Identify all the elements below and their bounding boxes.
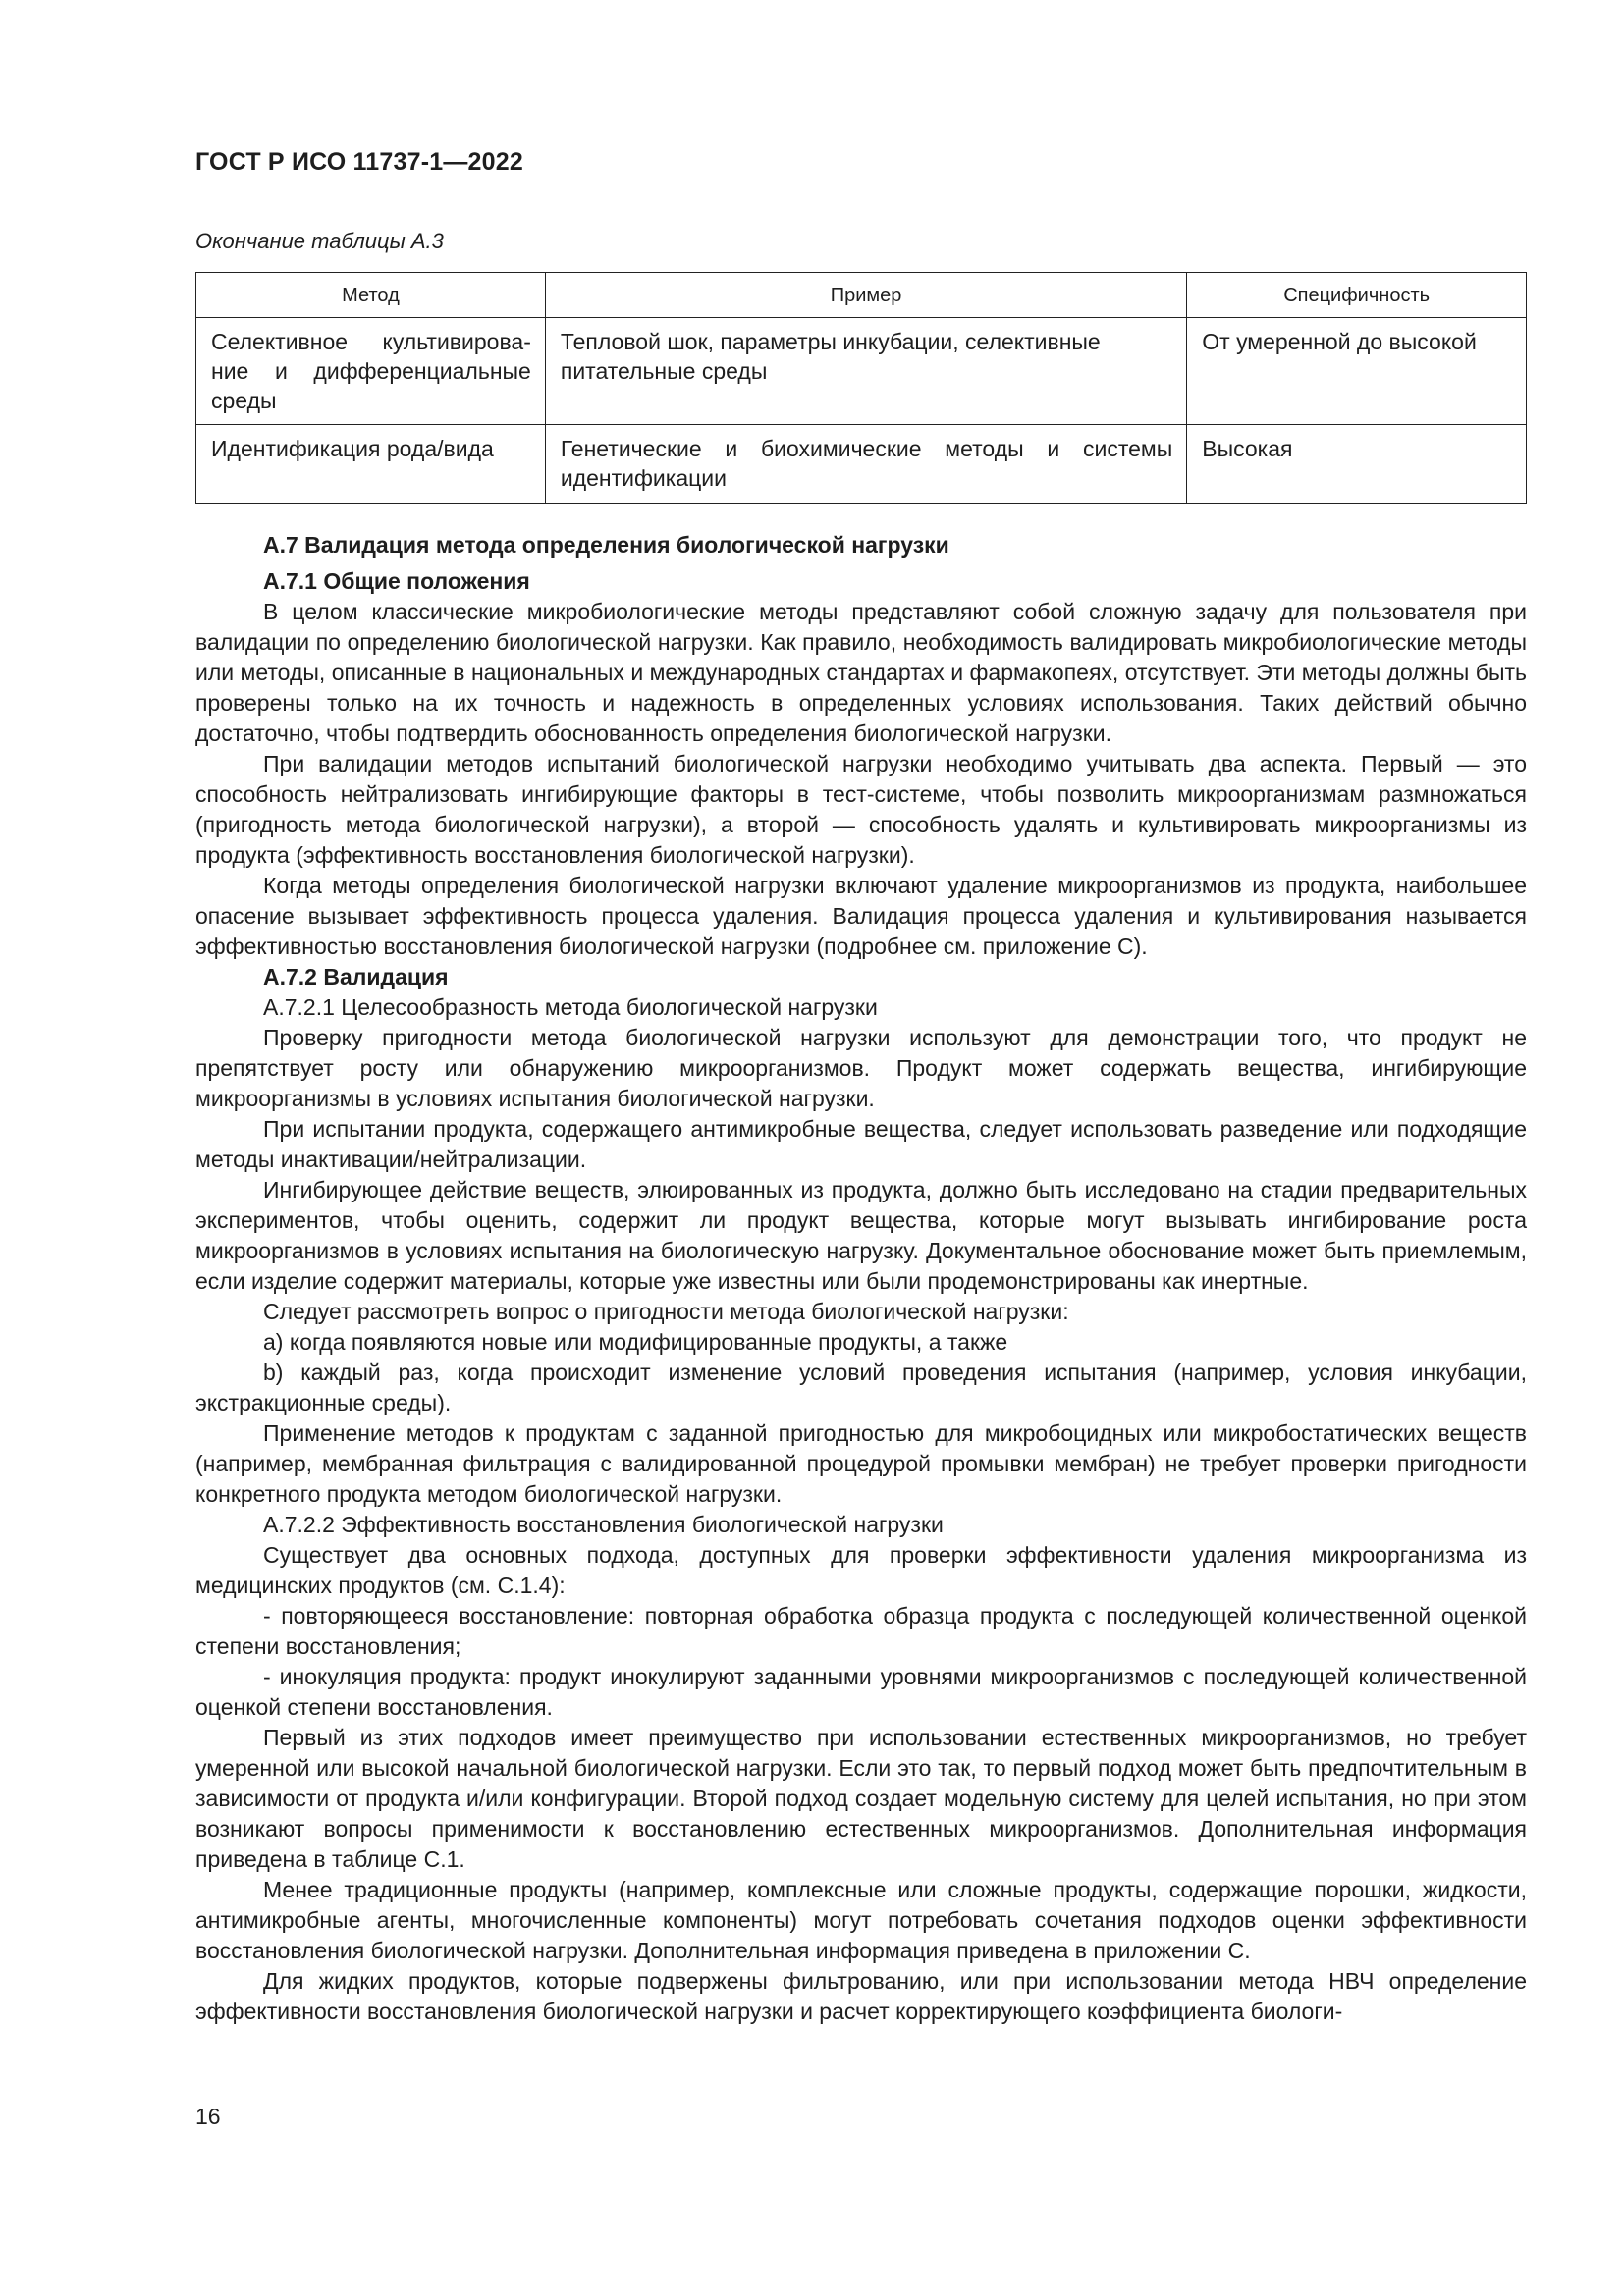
paragraph: Следует рассмотреть вопрос о пригодности метода биологической нагрузки: [263, 1299, 1069, 1324]
table-caption: Окончание таблицы А.3 [195, 229, 444, 253]
table-header-row [196, 273, 1527, 318]
paragraph: Первый из этих подходов имеет преимущество при использовании естественных микроорганизмов, но требует умеренной или высокой начальной биологической нагрузки. Если это так, то первый подход может быть предпочтительным в зависимости от продукта и/или конфигурации. Второй подход создает модельную систему для целей испытания, но при этом возникают вопросы применимости к восстановлению естественных микроорганизмов. Дополнительная информация приведена в таблице С.1. [195, 1725, 1527, 1872]
document-header: ГОСТ Р ИСО 11737-1—2022 [195, 148, 523, 176]
list-item: - повторяющееся восстановление: повторная обработка образца продукта с последующей количественной оценкой степени восстановления; [195, 1603, 1527, 1659]
column-header-specificity: Специфичность [1187, 273, 1527, 318]
paragraph: При испытании продукта, содержащего антимикробные вещества, следует использовать разведение или подходящие методы инактивации/нейтрализации. [195, 1116, 1527, 1172]
table-cell: От умеренной до высокой [1187, 318, 1527, 425]
clause-heading-a7-2-1: А.7.2.1 Целесообразность метода биологической нагрузки [263, 994, 878, 1020]
subsection-heading-a7-1: А.7.1 Общие положения [263, 568, 530, 594]
paragraph: Применение методов к продуктам с заданной пригодностью для микробоцидных или микробостатических веществ (например, мембранная фильтрация с валидированной процедурой промывки мембран) не требует проверки пригодности конкретного продукта методом биологической нагрузки. [195, 1420, 1527, 1507]
table-row [196, 318, 1527, 425]
page-number: 16 [195, 2104, 221, 2129]
paragraph: В целом классические микробиологические методы представляют собой сложную задачу для пользователя при валидации по определению биологической нагрузки. Как правило, необходимость валидировать микробиологические методы или методы, описанные в национальных и международных стандартах и фармакопеях, отсутствует. Эти методы должны быть проверены только на их точность и надежность в определенных условиях использования. Таких действий обычно достаточно, чтобы подтвердить обоснованность определения биологической нагрузки. [195, 599, 1527, 746]
paragraph: Существует два основных подхода, доступных для проверки эффективности удаления микроорганизма из медицинских продуктов (см. С.1.4): [195, 1542, 1527, 1598]
paragraph: Менее традиционные продукты (например, комплексные или сложные продукты, содержащие порошки, жидкости, антимикробные агенты, многочисленные компоненты) могут потребовать сочетания подходов оценки эффективности восстановления биологической нагрузки. Дополнительная информация приведена в приложении С. [195, 1877, 1527, 1963]
section-heading-a7: А.7 Валидация метода определения биологической нагрузки [263, 532, 949, 558]
paragraph: При валидации методов испытаний биологической нагрузки необходимо учитывать два аспекта. Первый — это способность нейтрализовать ингибирующие факторы в тест-системе, чтобы позволить микроорганизмам размножаться (пригодность метода биологической нагрузки), а второй — способность удалять и культивировать микроорганизмы из продукта (эффективность восстановления биологической нагрузки). [195, 751, 1527, 868]
paragraph: Проверку пригодности метода биологической нагрузки используют для демонстрации того, что продукт не препятствует росту или обнаружению микроорганизмов. Продукт может содержать вещества, ингибирующие микроорганизмы в условиях испытания биологической нагрузки. [195, 1025, 1527, 1111]
list-item: а) когда появляются новые или модифицированные продукты, а также [263, 1329, 1008, 1355]
paragraph: Ингибирующее действие веществ, элюированных из продукта, должно быть исследовано на стадии предварительных экспериментов, чтобы оценить, содержит ли продукт вещества, которые могут вызывать ингибирование роста микроорганизмов в условиях испытания на биологическую нагрузку. Документальное обоснование может быть приемлемым, если изделие содержит материалы, которые уже известны или были продемонстрированы как инертные. [195, 1177, 1527, 1294]
table-row [196, 425, 1527, 504]
clause-heading-a7-2-2: А.7.2.2 Эффективность восстановления биологической нагрузки [263, 1512, 944, 1537]
document-body [195, 530, 1527, 2027]
subsection-heading-a7-2: А.7.2 Валидация [263, 964, 449, 989]
table-cell: Высокая [1187, 425, 1527, 504]
column-header-example: Пример [545, 273, 1186, 318]
table-cell: Генетические и биохимические методы и системы идентификации [545, 425, 1186, 504]
paragraph: Когда методы определения биологической нагрузки включают удаление микроорганизмов из продукта, наибольшее опасение вызывает эффективность процесса удаления. Валидация процесса удаления и культивирования называется эффективностью восстановления биологической нагрузки (подробнее см. приложение С). [195, 873, 1527, 959]
table-cell: Селективное культивирова-ние и дифференциальные среды [196, 318, 546, 425]
table-cell: Тепловой шок, параметры инкубации, селективные питательные среды [545, 318, 1186, 425]
table-cell: Идентификация рода/вида [196, 425, 546, 504]
column-header-method: Метод [196, 273, 546, 318]
paragraph: Для жидких продуктов, которые подвержены фильтрованию, или при использовании метода НВЧ определение эффективности восстановления биологической нагрузки и расчет корректирующего коэффициента биологи- [195, 1968, 1527, 2024]
list-item: b) каждый раз, когда происходит изменение условий проведения испытания (например, условия инкубации, экстракционные среды). [195, 1360, 1527, 1415]
reference-table [195, 272, 1527, 504]
list-item: - инокуляция продукта: продукт инокулируют заданными уровнями микроорганизмов с последующей количественной оценкой степени восстановления. [195, 1664, 1527, 1720]
